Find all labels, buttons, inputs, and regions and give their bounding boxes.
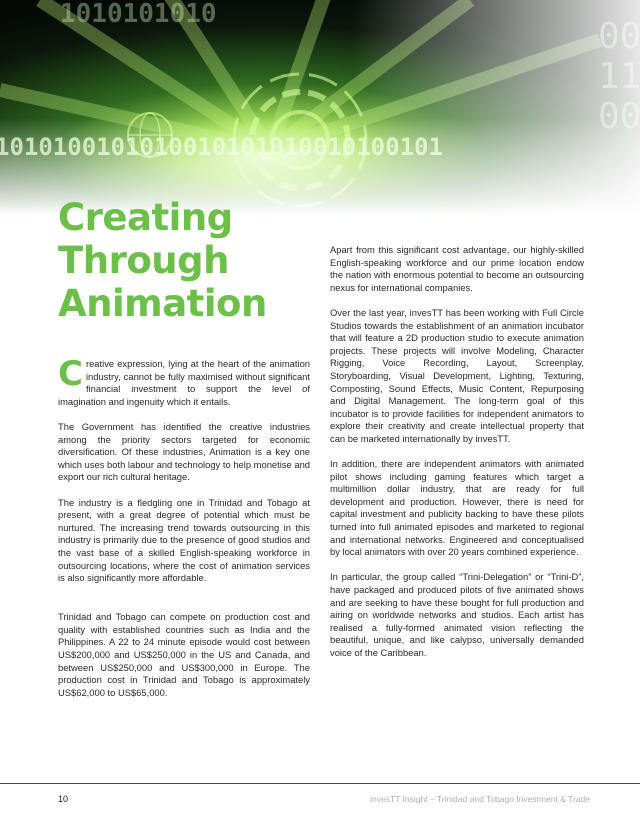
intro-paragraph [58, 354, 310, 408]
paragraph: Over the last year, invesTT has been working with Full Circle Studios towards the establishment of an animation incubator that will feature a 2D production studio to execute animation projects. These projects will involve Modeling, Character Rigging, Voice Recording, Layout, Screenplay, Storyboarding, Visual Development, Lighting, Texturing, Composting, Sound Effects, Music Content, Repurposing and Digital Management. The long-term goal of this incubator is to provide facilities for independent animators to explore their creativity and create intellectual property that can be marketed internationally by invesTT. [330, 306, 584, 444]
paragraph: In particular, the group called “Trini-Delegation” or “Trini-D”, have packaged and produced pilots of five animated shows and are seeking to have these bought for full production and airing on worldwide networks and studios. Each artist has realised a fully-formed animated vision reflecting the beautiful, unique, and like calypso, universally demanded voice of the Caribbean. [330, 571, 584, 658]
right-column [330, 244, 584, 672]
page-title [58, 196, 318, 325]
title-line-2: Through [58, 239, 229, 282]
paragraph: The Government has identified the creative industries among the priority sectors targeted for economic diversification. Of these industries, Animation is a key one which uses both labour and technology to help monetise and export our rich cultural heritage. [58, 420, 310, 483]
hero-graphic [0, 0, 640, 215]
left-column [58, 354, 310, 712]
paragraph: Apart from this significant cost advantage, our highly-skilled English-speaking workforce and our prime location endow the nation with enormous potential to become an outsourcing nexus for international companies. [330, 244, 584, 293]
footer-divider [0, 783, 640, 784]
intro-text: reative expression, lying at the heart of the animation industry, cannot be fully maximised without significant financial investment to support the level of imagination and ingenuity which it entails. [58, 358, 310, 407]
title-line-3: Animation [58, 282, 267, 325]
paragraph: The industry is a fledgling one in Trinidad and Tobago at present, with a great degree of potential which must be nurtured. The increasing trend towards outsourcing in this industry is primarily due to the presence of good studios and the vast base of a skilled English-speaking workforce in outsourcing locations, where the cost of animation services is also significantly more affordable. [58, 496, 310, 584]
paragraph: In addition, there are independent animators with animated pilot shows including gaming features which target a multimillion dollar industry, that are ready for full development and production. However, there is need for capital investment and publicity backing to have these pilots turned into full animated episodes and marketed to regional and international networks. Engineered and conceptualised by local animators with over 20 years combined experience. [330, 458, 584, 558]
drop-cap: C [58, 354, 83, 394]
title-line-1: Creating [58, 196, 233, 239]
paragraph: Trinidad and Tobago can compete on production cost and quality with established countries such as India and the Philippines. A 22 to 24 minute episode would cost between US$200,000 and US$250,000 in the US and Canada, and between US$250,000 and US$300,000 in Europe. The production cost in Trinidad and Tobago is approximately US$62,000 to US$65,000. [58, 611, 310, 698]
page-number: 10 [58, 794, 69, 804]
footer-publication: invesTT Insight – Trinidad and Tobago Investment & Trade [370, 794, 590, 804]
